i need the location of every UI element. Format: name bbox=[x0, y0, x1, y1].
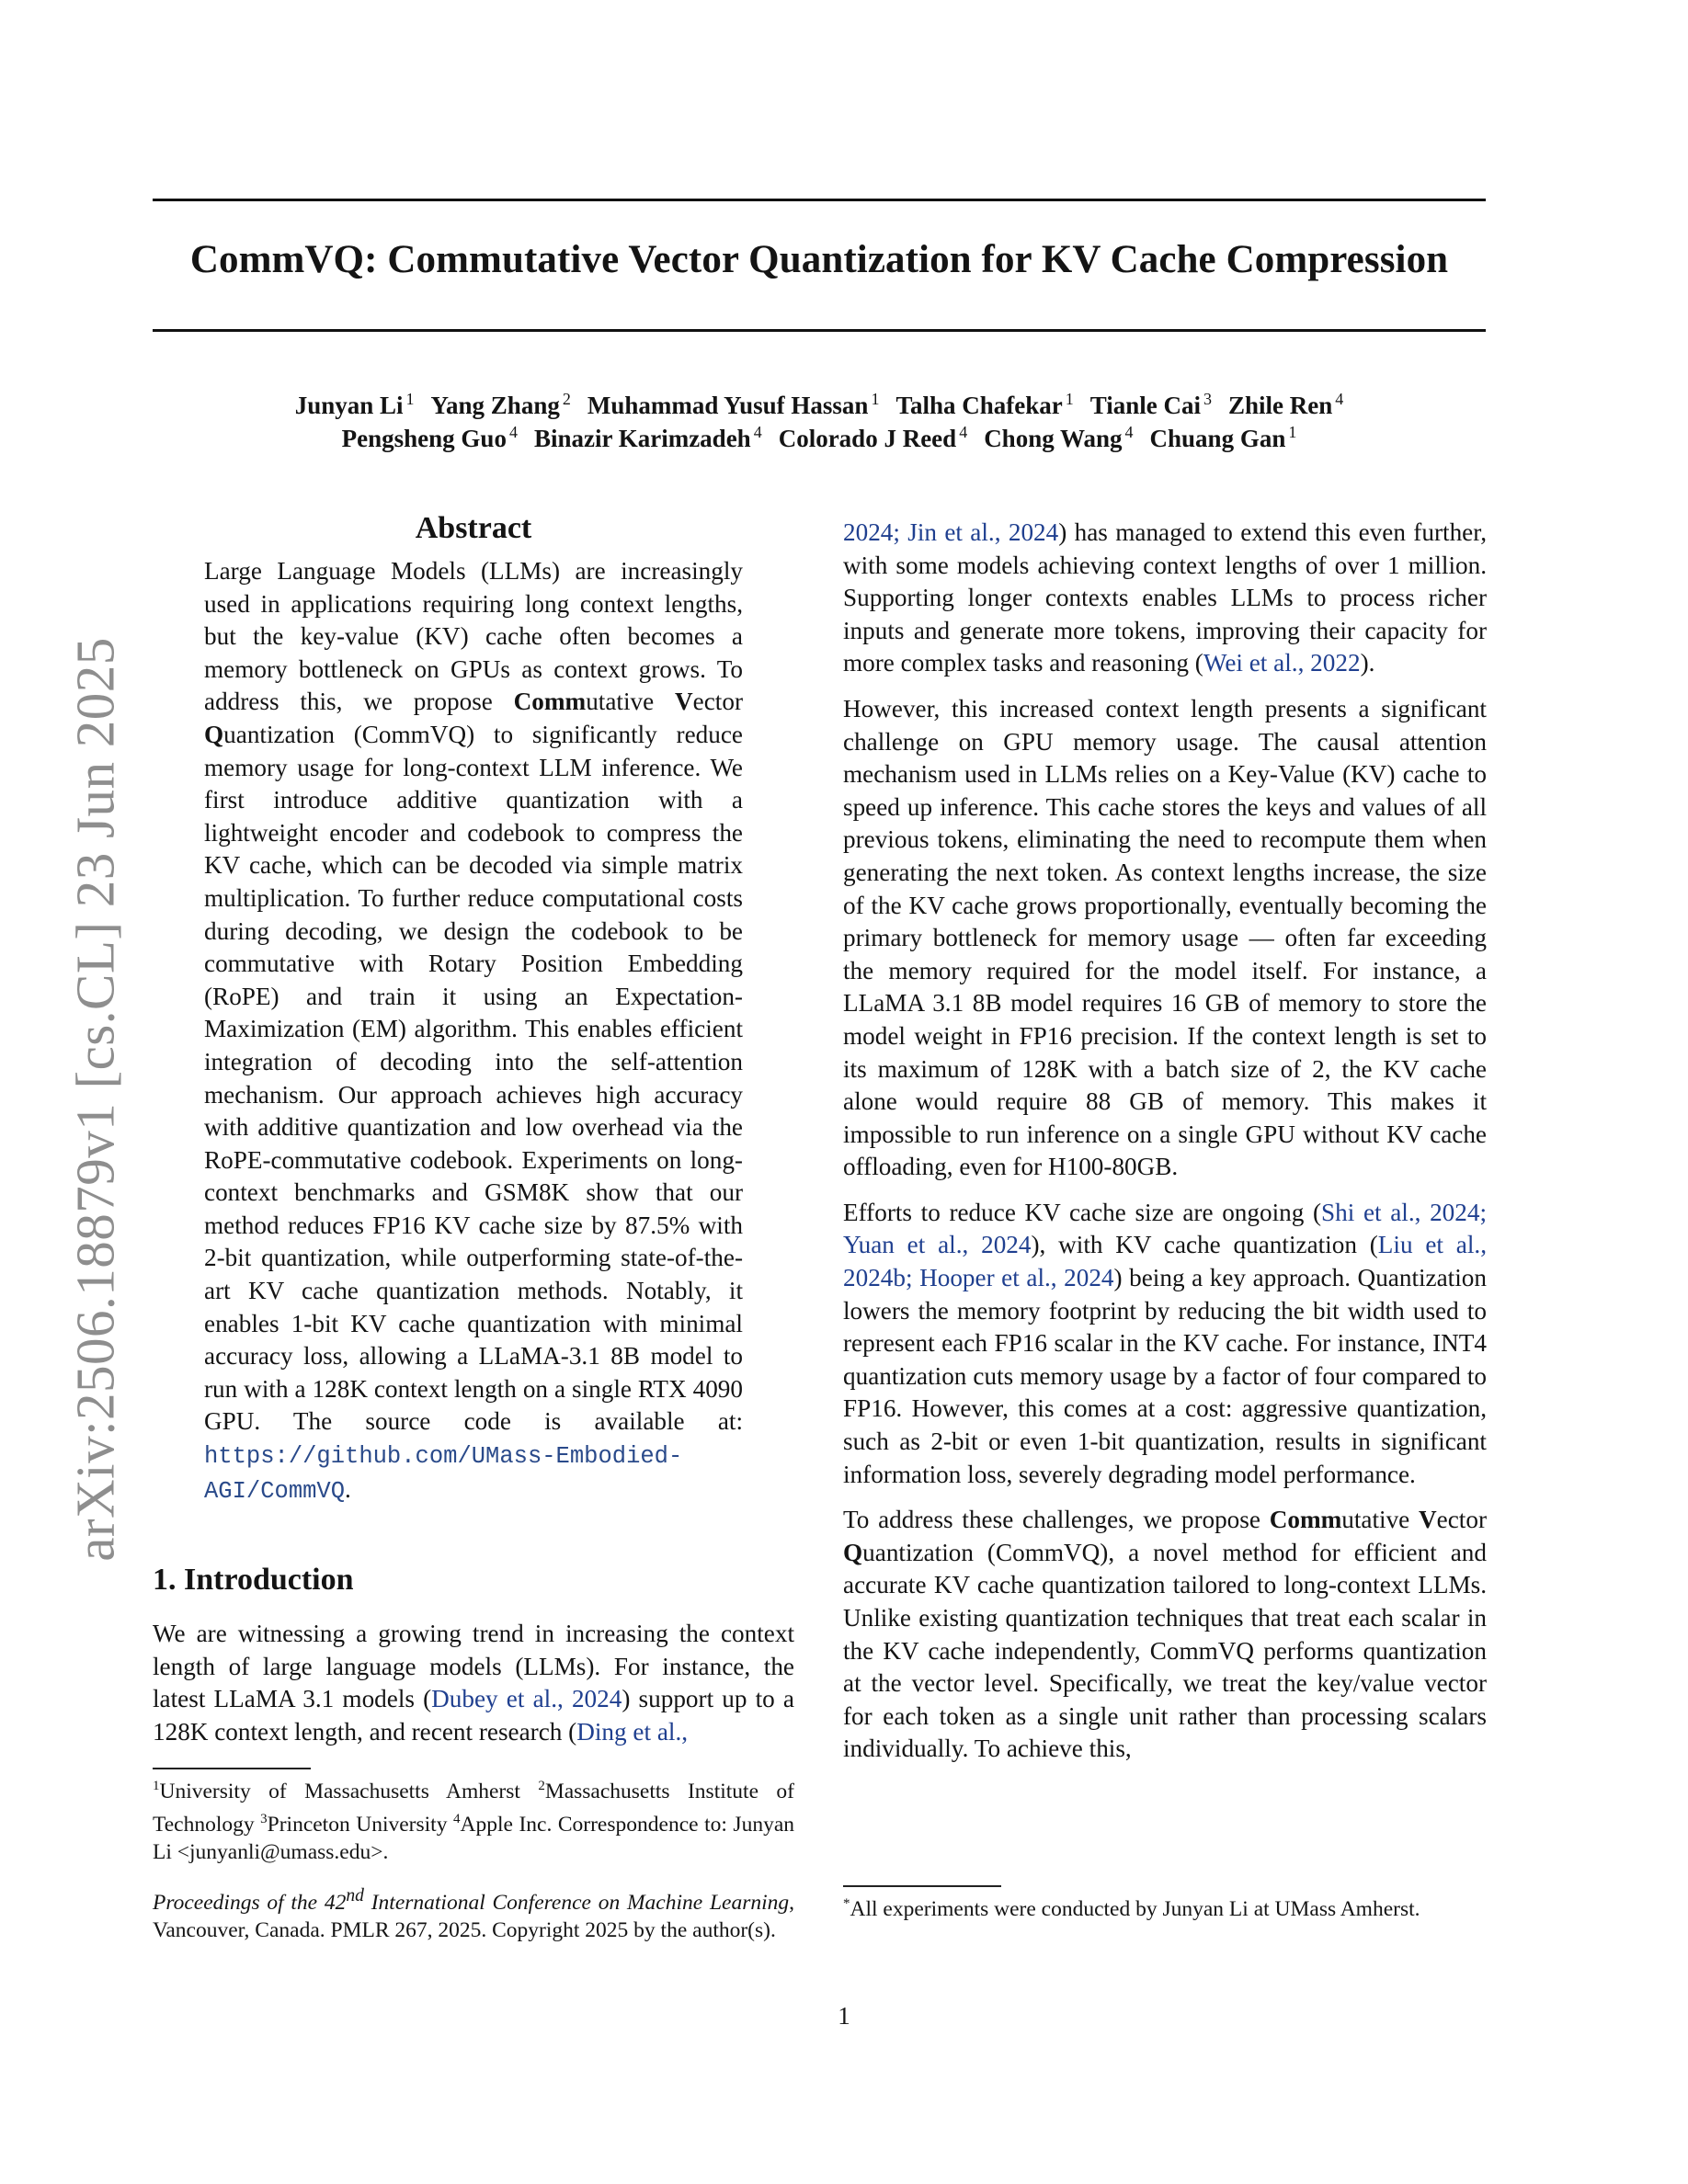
title-rule-top bbox=[153, 199, 1486, 201]
intro-paragraph: We are witnessing a growing trend in increasing the context length of large language models (LLMs). For instance, the latest LLaMA 3.1 models (Dubey et al., 2024) support up to a 128K context length, and recent research (Ding et al., bbox=[153, 1620, 794, 1746]
citation-link[interactable]: Shi et al., 2024; Yuan et al., 2024 bbox=[843, 1198, 1487, 1259]
author-affiliation-mark: 4 bbox=[1335, 390, 1344, 408]
footnote-experiments: *All experiments were conducted by Junyan Li at UMass Amherst. bbox=[843, 1896, 1420, 1921]
footnote-affiliations: $^1$University of Massachusetts Amherst $^2$Massachusetts Institute of Technology $^3$Princeton University $^4$Apple Inc. Correspondence to: Junyan Li <junyanli@umass.edu>. bbox=[153, 1779, 794, 1864]
author-name: Tianle Cai $^3$ bbox=[1089, 390, 1213, 419]
citation-link[interactable]: Wei et al., 2022 bbox=[1203, 649, 1361, 677]
author-name: Binazir Karimzadeh $^4$ bbox=[533, 423, 762, 452]
section-heading-introduction: 1. Introduction bbox=[153, 1563, 354, 1597]
author-affiliation-mark: 1 bbox=[405, 390, 415, 408]
paragraph: 2024; Jin et al., 2024) has managed to extend this even further, with some models achieving context lengths of over 1 million. Supporting longer contexts enables LLMs to process richer inputs and generate more tokens, improving their capacity for more complex tasks and reasoning (Wei et al., 2022). bbox=[843, 518, 1487, 677]
citation-link[interactable]: Dubey et al., 2024 bbox=[431, 1685, 622, 1713]
paragraph: To address these challenges, we propose Commutative Vector Quantization (CommVQ), a novel method for efficient and accurate KV cache quantization tailored to long-context LLMs. Unlike existing quantization techniques that treat each scalar in the KV cache independently, CommVQ performs quantization at the vector level. Specifically, we treat the key/value vector for each token as a single unit rather than processing scalars individually. To achieve this, bbox=[843, 1506, 1488, 1763]
footnote-rule bbox=[843, 1885, 1001, 1887]
author-affiliation-mark: 1 bbox=[1065, 390, 1074, 408]
citation-link[interactable]: Ding et al., bbox=[576, 1717, 689, 1746]
paragraph: Efforts to reduce KV cache size are ongoing (Shi et al., 2024; Yuan et al., 2024), with KV cache quantization (Liu et al., 2024b; Hooper et al., 2024) being a key approach. Quantization lowers the memory footprint by reducing the bit width used to represent each FP16 scalar in the KV cache. For instance, INT4 quantization cuts memory usage by a factor of four compared to FP16. However, this comes at a cost: aggressive quantization, such as 2-bit or even 1-bit quantization, results in significant information loss, severely degrading model performance. bbox=[843, 1198, 1487, 1488]
author-name: Yang Zhang $^2$ bbox=[430, 390, 571, 419]
title-rule-bottom bbox=[153, 329, 1486, 332]
authors-line-2 bbox=[153, 423, 1486, 453]
author-affiliation-mark: 2 bbox=[562, 390, 571, 408]
footnote-rule bbox=[153, 1768, 311, 1769]
authors-line-1 bbox=[153, 390, 1486, 420]
author-affiliation-mark: 4 bbox=[508, 423, 518, 441]
author-affiliation-mark: 4 bbox=[1124, 423, 1134, 441]
abstract-text: Large Language Models (LLMs) are increasingly used in applications requiring long context lengths, but the key-value (KV) cache often becomes a memory bottleneck on GPUs as context grows. To address this, we propose Commutative Vector Quantization (CommVQ) to significantly reduce memory usage for long-context LLM inference. We first introduce additive quantization with a lightweight encoder and codebook to compress the KV cache, which can be decoded via simple matrix multiplication. To further reduce computational costs during decoding, we design the codebook to be commutative with Rotary Position Embedding (RoPE) and train it using an Expectation-Maximization (EM) algorithm. This enables efficient integration of decoding into the self-attention mechanism. Our approach achieves high accuracy with additive quantization and low overhead via the RoPE-commutative codebook. Experiments on long-context benchmarks and GSM8K show that our method reduces FP16 KV cache size by 87.5% with 2-bit quantization, while outperforming state-of-the-art KV cache quantization methods. Notably, it enables 1-bit KV cache quantization with minimal accuracy loss, allowing a LLaMA-3.1 8B model to run with a 128K context length on a single RTX 4090 GPU. The source code is available at: https://github.com/UMass-Embodied-AGI/CommVQ. bbox=[204, 557, 743, 1505]
author-affiliation-mark: 4 bbox=[959, 423, 968, 441]
author-name: Pengsheng Guo $^4$ bbox=[341, 423, 518, 452]
author-name: Zhile Ren $^4$ bbox=[1228, 390, 1344, 419]
source-code-link[interactable]: https://github.com/UMass-Embodied-AGI/CommVQ bbox=[204, 1443, 683, 1505]
author-affiliation-mark: 1 bbox=[1288, 423, 1297, 441]
author-name: Chong Wang $^4$ bbox=[984, 423, 1134, 452]
proceedings-note: Proceedings of the 42nd International Conference on Machine Learning, Vancouver, Canada. PMLR 267, 2025. Copyright 2025 by the author(s). bbox=[153, 1886, 794, 1942]
paper-title: CommVQ: Commutative Vector Quantization for KV Cache Compression bbox=[189, 238, 1449, 281]
page-number: 1 bbox=[838, 2002, 850, 2030]
citation-link[interactable]: 2024; Jin et al., 2024 bbox=[843, 518, 1059, 546]
citation-link[interactable]: Liu et al., 2024b; Hooper et al., 2024 bbox=[843, 1231, 1487, 1292]
author-name: Junyan Li $^1$ bbox=[294, 390, 415, 419]
author-affiliation-mark: 3 bbox=[1203, 390, 1213, 408]
author-name: Colorado J Reed $^4$ bbox=[778, 423, 968, 452]
author-name: Talha Chafekar $^1$ bbox=[895, 390, 1074, 419]
author-affiliation-mark: 1 bbox=[871, 390, 880, 408]
right-column-text bbox=[843, 517, 1487, 1779]
abstract-heading: Abstract bbox=[415, 511, 532, 545]
author-affiliation-mark: 4 bbox=[753, 423, 762, 441]
author-name: Muhammad Yusuf Hassan $^1$ bbox=[587, 390, 880, 419]
arxiv-stamp: arXiv:2506.18879v1 [cs.CL] 23 Jun 2025 bbox=[64, 637, 126, 1562]
author-name: Chuang Gan $^1$ bbox=[1149, 423, 1297, 452]
paragraph: However, this increased context length presents a significant challenge on GPU memory usage. The causal attention mechanism used in LLMs relies on a Key-Value (KV) cache to speed up inference. This cache stores the keys and values of all previous tokens, eliminating the need to recompute them when generating the next token. As context lengths increase, the size of the KV cache grows proportionally, eventually becoming the primary bottleneck for memory usage — often far exceeding the memory required for the model itself. For instance, a LLaMA 3.1 8B model requires 16 GB of memory to store the model weight in FP16 precision. If the context length is set to its maximum of 128K with a batch size of 2, the KV cache alone would require 88 GB of memory. This makes it impossible to run inference on a single GPU without KV cache offloading, even for H100-80GB. bbox=[843, 694, 1487, 1181]
